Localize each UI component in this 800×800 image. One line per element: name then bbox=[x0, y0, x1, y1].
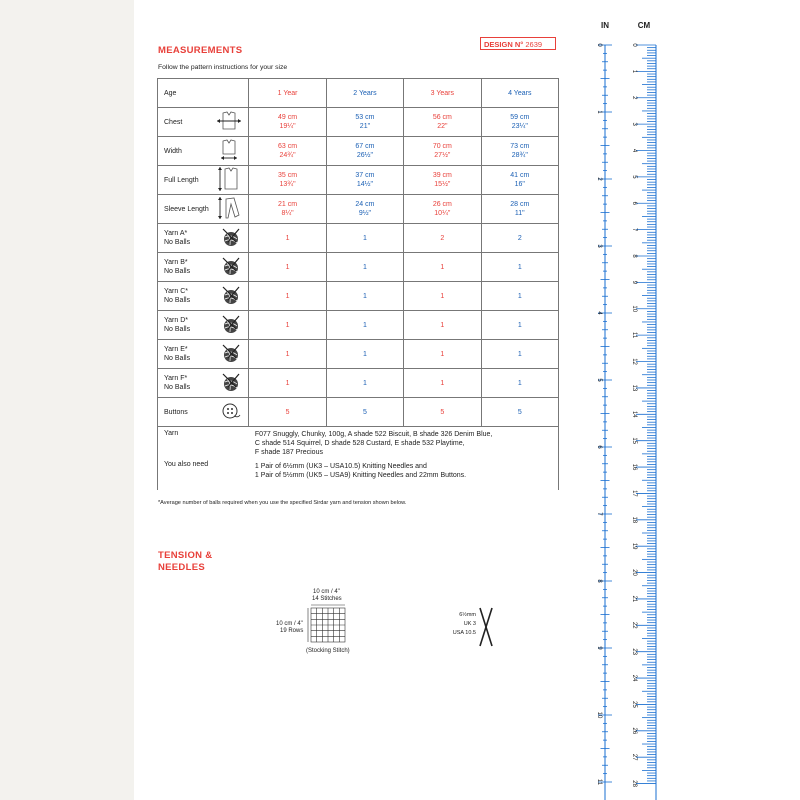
ruler-inch-number: 4 bbox=[596, 311, 602, 315]
measurement-cell bbox=[481, 137, 558, 166]
yarn-label-cell bbox=[158, 224, 249, 253]
footnote: *Average number of balls required when you use the specified Sirdar yarn and tension shown below. bbox=[158, 500, 407, 506]
ruler-cm-number: 21 bbox=[631, 595, 637, 603]
measurement-cm: 49 cm bbox=[278, 114, 298, 121]
measurement-cm: 39 cm bbox=[432, 172, 452, 179]
measurement-cell bbox=[404, 166, 481, 195]
ruler-inch-number: 8 bbox=[596, 579, 602, 583]
ruler-inch-number: 9 bbox=[596, 646, 602, 650]
ruler-inch-number: 5 bbox=[596, 378, 602, 382]
yarn-label-cell bbox=[158, 253, 249, 282]
ruler-cm-number: 6 bbox=[631, 201, 637, 205]
buttons-row bbox=[158, 398, 559, 427]
age-row bbox=[158, 79, 559, 108]
measurement-label: Width bbox=[164, 147, 182, 155]
measurements-table bbox=[157, 78, 559, 490]
yarn-balls-cell: 1 bbox=[326, 369, 403, 398]
full-length-icon bbox=[216, 166, 242, 194]
ruler-cm-number: 19 bbox=[631, 542, 637, 550]
measurement-inches: 16" bbox=[514, 181, 525, 188]
need-info-line: 1 Pair of 6½mm (UK3 – USA10.5) Knitting Needles and bbox=[254, 463, 427, 470]
measurement-row bbox=[158, 166, 559, 195]
measurement-label-cell bbox=[158, 166, 249, 195]
measurement-label: Chest bbox=[164, 118, 183, 126]
ruler-cm-number: 24 bbox=[631, 674, 637, 682]
yarn-row bbox=[158, 369, 559, 398]
measurement-cell bbox=[404, 137, 481, 166]
ruler-inch-number: 6 bbox=[596, 445, 602, 449]
yarn-ball-icon bbox=[220, 342, 242, 366]
ruler-cm-number: 1 bbox=[631, 69, 637, 74]
yarn-balls-cell: 1 bbox=[249, 253, 326, 282]
ruler-cm-number: 7 bbox=[631, 227, 637, 232]
yarn-balls-cell: 1 bbox=[404, 282, 481, 311]
measurement-inches: 15½" bbox=[434, 181, 451, 188]
measurement-row bbox=[158, 137, 559, 166]
measurement-cell bbox=[249, 108, 326, 137]
yarn-label-cell bbox=[158, 311, 249, 340]
measurement-cm: 37 cm bbox=[355, 172, 375, 179]
ruler-cm-number: 28 bbox=[631, 780, 637, 787]
ruler-cm-number: 10 bbox=[631, 305, 637, 313]
buttons-cell: 5 bbox=[481, 398, 558, 427]
yarn-balls-cell: 2 bbox=[481, 224, 558, 253]
measurement-cell bbox=[249, 195, 326, 224]
measurement-inches: 14½" bbox=[356, 181, 373, 188]
measurement-cell bbox=[249, 166, 326, 195]
yarn-row bbox=[158, 311, 559, 340]
ruler-cm-label: CM bbox=[637, 21, 651, 30]
yarn-label-cell bbox=[158, 369, 249, 398]
buttons-label-cell bbox=[158, 398, 249, 427]
yarn-balls-cell: 1 bbox=[326, 253, 403, 282]
ruler-inch-number: 11 bbox=[596, 778, 602, 786]
yarn-balls-cell: 1 bbox=[249, 369, 326, 398]
measurement-cell bbox=[249, 137, 326, 166]
measurement-inches: 23¼" bbox=[511, 123, 528, 130]
buttons-cell: 5 bbox=[249, 398, 326, 427]
tension-title-line1: TENSION & bbox=[158, 550, 213, 561]
ruler-cm-number: 13 bbox=[631, 384, 637, 392]
yarn-balls-cell: 1 bbox=[249, 340, 326, 369]
yarn-info-label-cell bbox=[158, 427, 249, 491]
yarn-info-cell bbox=[249, 427, 559, 491]
yarn-ball-icon bbox=[220, 313, 242, 337]
ruler-inch-number: 10 bbox=[596, 711, 602, 719]
ruler-cm-number: 17 bbox=[631, 490, 637, 497]
rows-label: 19 Rows bbox=[280, 628, 304, 634]
age-cell: 1 Year bbox=[249, 79, 326, 108]
needle-usa: USA 10.5 bbox=[452, 630, 476, 636]
measurement-inches: 26½" bbox=[356, 152, 373, 159]
yarn-balls-cell: 1 bbox=[249, 282, 326, 311]
measurement-inches: 24¾" bbox=[279, 152, 296, 159]
sleeve-length-icon bbox=[216, 195, 242, 223]
tension-title-line2: NEEDLES bbox=[158, 562, 205, 573]
measurement-cell bbox=[481, 166, 558, 195]
measurement-cm: 63 cm bbox=[278, 143, 298, 150]
measuring-ruler bbox=[578, 0, 800, 800]
yarn-balls-cell: 1 bbox=[481, 311, 558, 340]
measurement-cell bbox=[326, 108, 403, 137]
measurement-cm: 73 cm bbox=[510, 143, 530, 150]
age-cell: 4 Years bbox=[481, 79, 558, 108]
age-cell: 2 Years bbox=[326, 79, 403, 108]
ruler-cm-number: 18 bbox=[631, 516, 637, 524]
yarn-balls-cell: 2 bbox=[404, 224, 481, 253]
ruler-inch-number: 1 bbox=[596, 110, 602, 114]
yarn-ball-icon bbox=[220, 226, 242, 250]
ruler-cm-number: 8 bbox=[631, 254, 637, 258]
yarn-label: Yarn F* bbox=[164, 375, 188, 382]
buttons-cell: 5 bbox=[326, 398, 403, 427]
yarn-balls-cell: 1 bbox=[481, 340, 558, 369]
measurement-cm: 26 cm bbox=[432, 201, 452, 208]
measurement-cell bbox=[326, 166, 403, 195]
measurement-row bbox=[158, 195, 559, 224]
measurement-inches: 11" bbox=[514, 210, 525, 217]
yarn-balls-cell: 1 bbox=[404, 369, 481, 398]
ruler-cm-number: 27 bbox=[631, 753, 637, 761]
ruler-cm-number: 25 bbox=[631, 701, 637, 708]
subtitle: Follow the pattern instructions for your size bbox=[158, 64, 288, 71]
yarn-row bbox=[158, 224, 559, 253]
yarn-balls-cell: 1 bbox=[404, 253, 481, 282]
ruler-cm-number: 14 bbox=[631, 410, 637, 418]
yarn-sublabel: No Balls bbox=[164, 268, 191, 275]
measurement-cell bbox=[404, 108, 481, 137]
measurement-inches: 21" bbox=[359, 123, 371, 130]
yarn-label: Yarn E* bbox=[164, 346, 188, 353]
yarn-sublabel: No Balls bbox=[164, 355, 191, 362]
measurement-inches: 8¼" bbox=[281, 210, 294, 217]
buttons-label: Buttons bbox=[164, 408, 188, 416]
yarn-balls-cell: 1 bbox=[326, 311, 403, 340]
yarn-row bbox=[158, 282, 559, 311]
design-number-box bbox=[480, 37, 556, 50]
yarn-sublabel: No Balls bbox=[164, 297, 191, 304]
measurement-inches: 27½" bbox=[434, 152, 451, 159]
ruler-cm-number: 23 bbox=[631, 648, 637, 656]
yarn-row bbox=[158, 340, 559, 369]
ruler-cm-number: 2 bbox=[631, 96, 637, 100]
stitch-type: (Stocking Stitch) bbox=[306, 648, 350, 654]
yarn-label: Yarn A* bbox=[164, 230, 188, 237]
measurements-title: MEASUREMENTS bbox=[158, 45, 243, 56]
ruler-cm-number: 15 bbox=[631, 437, 637, 445]
yarn-info-line: F077 Snuggly, Chunky, 100g, A shade 522 Biscuit, B shade 326 Denim Blue, bbox=[254, 431, 493, 438]
ruler-in-label: IN bbox=[601, 21, 609, 30]
yarn-balls-cell: 1 bbox=[326, 224, 403, 253]
yarn-balls-cell: 1 bbox=[249, 224, 326, 253]
measurement-cm: 67 cm bbox=[355, 143, 375, 150]
yarn-balls-cell: 1 bbox=[326, 282, 403, 311]
measurement-label-cell bbox=[158, 108, 249, 137]
needles-icon bbox=[476, 606, 496, 648]
ruler-cm-number: 5 bbox=[631, 175, 637, 179]
measurement-cm: 24 cm bbox=[355, 201, 375, 208]
yarn-sublabel: No Balls bbox=[164, 384, 191, 391]
ruler-cm-number: 0 bbox=[631, 43, 637, 47]
measurement-cm: 21 cm bbox=[278, 201, 298, 208]
ruler-cm-number: 20 bbox=[631, 569, 637, 576]
needle-mm: 6½mm bbox=[459, 612, 476, 618]
yarn-label: Yarn D* bbox=[164, 317, 188, 324]
yarn-balls-cell: 1 bbox=[404, 340, 481, 369]
measurement-cell bbox=[326, 137, 403, 166]
ruler-cm-number: 3 bbox=[631, 122, 637, 126]
age-cell: 3 Years bbox=[404, 79, 481, 108]
yarn-ball-icon bbox=[220, 371, 242, 395]
measurement-inches: 10¼" bbox=[434, 210, 451, 217]
yarn-info-line: F shade 187 Precious bbox=[254, 449, 323, 456]
yarn-ball-icon bbox=[220, 255, 242, 279]
ruler-cm-number: 11 bbox=[631, 332, 637, 339]
design-label: DESIGN N° bbox=[484, 40, 524, 49]
ruler-inch-number: 0 bbox=[596, 43, 602, 47]
yarn-label-cell bbox=[158, 282, 249, 311]
yarn-balls-cell: 1 bbox=[481, 282, 558, 311]
yarn-ball-icon bbox=[220, 284, 242, 308]
measurement-cm: 41 cm bbox=[510, 172, 530, 179]
yarn-info-row bbox=[158, 427, 559, 491]
ruler-cm-number: 12 bbox=[631, 358, 637, 365]
measurement-cell bbox=[404, 195, 481, 224]
measurement-inches: 22" bbox=[437, 123, 448, 130]
ruler-cm-number: 9 bbox=[631, 280, 637, 285]
width-label: 10 cm / 4" bbox=[313, 589, 340, 595]
tension-title bbox=[158, 550, 212, 574]
ruler-inch-number: 7 bbox=[596, 512, 602, 516]
ruler-cm-number: 4 bbox=[631, 148, 637, 153]
ruler-cm-number: 26 bbox=[631, 727, 637, 735]
measurement-inches: 9½" bbox=[358, 210, 372, 217]
measurement-cm: 53 cm bbox=[355, 114, 375, 121]
yarn-label-cell bbox=[158, 340, 249, 369]
yarn-balls-cell: 1 bbox=[404, 311, 481, 340]
measurement-cm: 59 cm bbox=[510, 114, 530, 121]
needle-uk: UK 3 bbox=[463, 621, 476, 627]
yarn-row bbox=[158, 253, 559, 282]
ruler-cm-number: 22 bbox=[631, 621, 637, 629]
button-icon bbox=[220, 402, 242, 422]
stitches-label: 14 Stitches bbox=[312, 596, 342, 602]
measurement-label-cell bbox=[158, 195, 249, 224]
need-label: You also need bbox=[164, 461, 209, 468]
age-label: Age bbox=[158, 79, 249, 108]
measurement-label-cell bbox=[158, 137, 249, 166]
measurement-cm: 70 cm bbox=[432, 143, 452, 150]
measurement-cell bbox=[326, 195, 403, 224]
ruler-inch-number: 2 bbox=[596, 177, 602, 181]
yarn-balls-cell: 1 bbox=[481, 253, 558, 282]
measurement-inches: 13¾" bbox=[279, 181, 296, 188]
measurement-cm: 28 cm bbox=[510, 201, 530, 208]
buttons-cell: 5 bbox=[404, 398, 481, 427]
tension-grid-icon bbox=[307, 604, 349, 646]
yarn-label: Yarn C* bbox=[164, 288, 188, 295]
ruler-cm-number: 16 bbox=[631, 463, 637, 471]
yarn-info-line: C shade 514 Squirrel, D shade 528 Custard, E shade 532 Playtime, bbox=[254, 440, 465, 447]
measurement-inches: 19¼" bbox=[279, 123, 296, 130]
ruler-inch-number: 3 bbox=[596, 244, 602, 248]
chest-icon bbox=[216, 110, 242, 134]
yarn-info-label: Yarn bbox=[164, 430, 179, 437]
measurement-cell bbox=[481, 195, 558, 224]
yarn-sublabel: No Balls bbox=[164, 239, 191, 246]
need-info-line: 1 Pair of 5½mm (UK5 – USA9) Knitting Needles and 22mm Buttons. bbox=[254, 472, 467, 479]
design-number: 2639 bbox=[525, 40, 543, 49]
measurement-cm: 35 cm bbox=[278, 172, 298, 179]
yarn-balls-cell: 1 bbox=[249, 311, 326, 340]
yarn-balls-cell: 1 bbox=[326, 340, 403, 369]
measurement-label: Sleeve Length bbox=[164, 205, 209, 213]
width-icon bbox=[216, 139, 242, 163]
yarn-sublabel: No Balls bbox=[164, 326, 191, 333]
yarn-balls-cell: 1 bbox=[481, 369, 558, 398]
measurement-inches: 28¾" bbox=[511, 152, 528, 159]
measurement-row bbox=[158, 108, 559, 137]
yarn-label: Yarn B* bbox=[164, 259, 188, 266]
ruler-background bbox=[578, 0, 800, 800]
height-label: 10 cm / 4" bbox=[276, 621, 303, 627]
measurement-label: Full Length bbox=[164, 176, 199, 184]
measurement-cm: 56 cm bbox=[432, 114, 452, 121]
measurement-cell bbox=[481, 108, 558, 137]
